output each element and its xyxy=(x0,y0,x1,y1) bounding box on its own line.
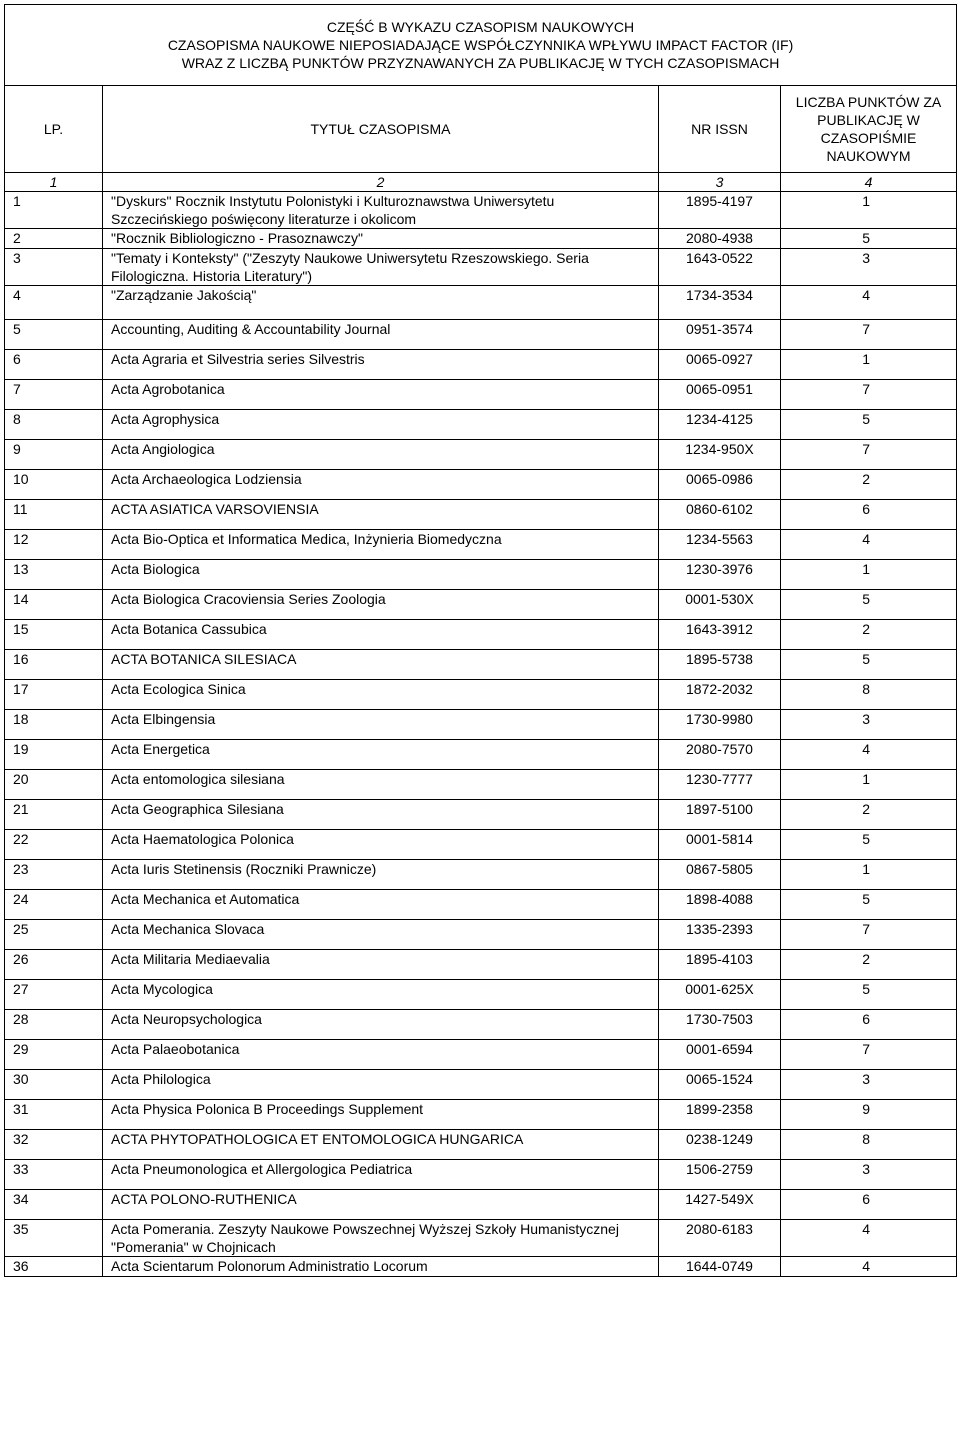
cell-lp: 7 xyxy=(5,380,103,410)
cell-issn: 0065-1524 xyxy=(659,1070,781,1100)
cell-title: Acta Geographica Silesiana xyxy=(103,800,659,830)
table-row xyxy=(5,770,957,800)
cell-lp: 12 xyxy=(5,530,103,560)
cell-points: 7 xyxy=(781,320,957,350)
cell-lp: 16 xyxy=(5,650,103,680)
cell-lp: 3 xyxy=(5,249,103,286)
table-row xyxy=(5,500,957,530)
table-row xyxy=(5,860,957,890)
cell-points: 1 xyxy=(781,860,957,890)
cell-title: Acta Militaria Mediaevalia xyxy=(103,950,659,980)
cell-lp: 27 xyxy=(5,980,103,1010)
cell-issn: 1895-4103 xyxy=(659,950,781,980)
table-row xyxy=(5,590,957,620)
cell-issn: 1230-3976 xyxy=(659,560,781,590)
header-title: TYTUŁ CZASOPISMA xyxy=(103,86,659,173)
table-row xyxy=(5,800,957,830)
column-header-row xyxy=(5,86,957,173)
cell-points: 4 xyxy=(781,740,957,770)
column-number: 2 xyxy=(103,173,659,192)
cell-lp: 9 xyxy=(5,440,103,470)
cell-points: 6 xyxy=(781,500,957,530)
document-title xyxy=(5,5,957,86)
table-row xyxy=(5,1257,957,1277)
cell-issn: 1897-5100 xyxy=(659,800,781,830)
cell-title: Acta Haematologica Polonica xyxy=(103,830,659,860)
cell-lp: 20 xyxy=(5,770,103,800)
cell-lp: 10 xyxy=(5,470,103,500)
cell-points: 8 xyxy=(781,1130,957,1160)
table-row xyxy=(5,950,957,980)
cell-title: Acta Elbingensia xyxy=(103,710,659,740)
cell-lp: 36 xyxy=(5,1257,103,1277)
cell-lp: 13 xyxy=(5,560,103,590)
cell-lp: 18 xyxy=(5,710,103,740)
table-row xyxy=(5,286,957,320)
table-row xyxy=(5,560,957,590)
cell-points: 8 xyxy=(781,680,957,710)
cell-issn: 1643-0522 xyxy=(659,249,781,286)
cell-title: Acta Agrophysica xyxy=(103,410,659,440)
cell-lp: 5 xyxy=(5,320,103,350)
title-line-2: CZASOPISMA NAUKOWE NIEPOSIADAJĄCE WSPÓŁCZYNNIKA WPŁYWU IMPACT FACTOR (IF) xyxy=(167,37,794,53)
header-lp: LP. xyxy=(5,86,103,173)
table-row xyxy=(5,1220,957,1257)
cell-points: 3 xyxy=(781,249,957,286)
cell-issn: 1730-9980 xyxy=(659,710,781,740)
cell-issn: 0001-5814 xyxy=(659,830,781,860)
cell-lp: 35 xyxy=(5,1220,103,1257)
cell-points: 5 xyxy=(781,830,957,860)
cell-title: Acta Biologica Cracoviensia Series Zoologia xyxy=(103,590,659,620)
cell-title: "Dyskurs" Rocznik Instytutu Polonistyki i Kulturoznawstwa Uniwersytetu Szczecińskiego poświęcony literaturze i okolicom xyxy=(103,192,659,229)
cell-title: Acta Palaeobotanica xyxy=(103,1040,659,1070)
cell-lp: 21 xyxy=(5,800,103,830)
cell-title: Acta Mechanica et Automatica xyxy=(103,890,659,920)
cell-lp: 17 xyxy=(5,680,103,710)
cell-lp: 19 xyxy=(5,740,103,770)
cell-issn: 1335-2393 xyxy=(659,920,781,950)
cell-lp: 25 xyxy=(5,920,103,950)
cell-points: 3 xyxy=(781,1160,957,1190)
cell-issn: 0951-3574 xyxy=(659,320,781,350)
cell-issn: 1898-4088 xyxy=(659,890,781,920)
cell-issn: 0867-5805 xyxy=(659,860,781,890)
cell-lp: 32 xyxy=(5,1130,103,1160)
cell-points: 3 xyxy=(781,1070,957,1100)
cell-title: Acta Agraria et Silvestria series Silvestris xyxy=(103,350,659,380)
table-row xyxy=(5,249,957,286)
cell-title: Acta Pomerania. Zeszyty Naukowe Powszechnej Wyższej Szkoły Humanistycznej "Pomerania" w Chojnicach xyxy=(103,1220,659,1257)
cell-issn: 1643-3912 xyxy=(659,620,781,650)
cell-title: Acta Biologica xyxy=(103,560,659,590)
journal-table xyxy=(4,4,957,1277)
cell-title: Acta Mycologica xyxy=(103,980,659,1010)
table-row xyxy=(5,1160,957,1190)
cell-points: 5 xyxy=(781,980,957,1010)
cell-issn: 2080-4938 xyxy=(659,229,781,249)
cell-title: Acta Botanica Cassubica xyxy=(103,620,659,650)
table-row xyxy=(5,440,957,470)
header-issn: NR ISSN xyxy=(659,86,781,173)
cell-points: 2 xyxy=(781,470,957,500)
cell-issn: 1734-3534 xyxy=(659,286,781,320)
cell-points: 3 xyxy=(781,710,957,740)
cell-issn: 1730-7503 xyxy=(659,1010,781,1040)
cell-title: Acta entomologica silesiana xyxy=(103,770,659,800)
cell-points: 1 xyxy=(781,350,957,380)
cell-points: 1 xyxy=(781,560,957,590)
cell-points: 5 xyxy=(781,229,957,249)
cell-points: 2 xyxy=(781,800,957,830)
table-row xyxy=(5,192,957,229)
cell-issn: 0860-6102 xyxy=(659,500,781,530)
cell-issn: 1234-4125 xyxy=(659,410,781,440)
cell-points: 2 xyxy=(781,620,957,650)
table-row xyxy=(5,530,957,560)
cell-lp: 8 xyxy=(5,410,103,440)
cell-lp: 33 xyxy=(5,1160,103,1190)
cell-issn: 0065-0927 xyxy=(659,350,781,380)
cell-title: Acta Ecologica Sinica xyxy=(103,680,659,710)
table-row xyxy=(5,890,957,920)
cell-title: Acta Agrobotanica xyxy=(103,380,659,410)
table-row xyxy=(5,1010,957,1040)
title-line-1: CZĘŚĆ B WYKAZU CZASOPISM NAUKOWYCH xyxy=(326,19,635,35)
cell-title: Acta Angiologica xyxy=(103,440,659,470)
cell-lp: 6 xyxy=(5,350,103,380)
cell-title: ACTA POLONO-RUTHENICA xyxy=(103,1190,659,1220)
cell-title: Acta Neuropsychologica xyxy=(103,1010,659,1040)
table-row xyxy=(5,380,957,410)
cell-lp: 28 xyxy=(5,1010,103,1040)
cell-lp: 26 xyxy=(5,950,103,980)
table-row xyxy=(5,620,957,650)
cell-points: 1 xyxy=(781,770,957,800)
cell-title: "Zarządzanie Jakością" xyxy=(103,286,659,320)
cell-title: Acta Archaeologica Lodziensia xyxy=(103,470,659,500)
cell-issn: 1230-7777 xyxy=(659,770,781,800)
cell-issn: 0065-0951 xyxy=(659,380,781,410)
cell-title: Acta Mechanica Slovaca xyxy=(103,920,659,950)
cell-lp: 23 xyxy=(5,860,103,890)
cell-lp: 24 xyxy=(5,890,103,920)
cell-title: Acta Scientarum Polonorum Administratio Locorum xyxy=(103,1257,659,1277)
cell-title: Acta Physica Polonica B Proceedings Supplement xyxy=(103,1100,659,1130)
table-row xyxy=(5,1130,957,1160)
cell-issn: 2080-6183 xyxy=(659,1220,781,1257)
header-points: LICZBA PUNKTÓW ZA PUBLIKACJĘ W CZASOPIŚMIE NAUKOWYM xyxy=(781,86,957,173)
cell-issn: 0001-625X xyxy=(659,980,781,1010)
cell-issn: 0238-1249 xyxy=(659,1130,781,1160)
cell-lp: 2 xyxy=(5,229,103,249)
table-row xyxy=(5,350,957,380)
cell-lp: 11 xyxy=(5,500,103,530)
cell-issn: 1506-2759 xyxy=(659,1160,781,1190)
table-row xyxy=(5,1100,957,1130)
column-number: 3 xyxy=(659,173,781,192)
title-line-3: WRAZ Z LICZBĄ PUNKTÓW PRZYZNAWANYCH ZA PUBLIKACJĘ W TYCH CZASOPISMACH xyxy=(181,55,780,71)
cell-points: 9 xyxy=(781,1100,957,1130)
cell-issn: 1899-2358 xyxy=(659,1100,781,1130)
cell-issn: 1872-2032 xyxy=(659,680,781,710)
cell-title: "Tematy i Konteksty" ("Zeszyty Naukowe Uniwersytetu Rzeszowskiego. Seria Filologiczna. Historia Literatury") xyxy=(103,249,659,286)
cell-lp: 4 xyxy=(5,286,103,320)
table-row xyxy=(5,650,957,680)
table-row xyxy=(5,320,957,350)
table-row xyxy=(5,710,957,740)
cell-issn: 1234-950X xyxy=(659,440,781,470)
cell-points: 2 xyxy=(781,950,957,980)
cell-points: 1 xyxy=(781,192,957,229)
table-row xyxy=(5,1070,957,1100)
table-row xyxy=(5,740,957,770)
cell-points: 5 xyxy=(781,890,957,920)
cell-issn: 0065-0986 xyxy=(659,470,781,500)
cell-title: ACTA BOTANICA SILESIACA xyxy=(103,650,659,680)
table-row xyxy=(5,680,957,710)
cell-issn: 0001-6594 xyxy=(659,1040,781,1070)
cell-lp: 1 xyxy=(5,192,103,229)
table-row xyxy=(5,1190,957,1220)
cell-title: Accounting, Auditing & Accountability Journal xyxy=(103,320,659,350)
cell-points: 4 xyxy=(781,1220,957,1257)
table-row xyxy=(5,830,957,860)
table-row xyxy=(5,410,957,440)
cell-title: ACTA PHYTOPATHOLOGICA ET ENTOMOLOGICA HUNGARICA xyxy=(103,1130,659,1160)
cell-points: 4 xyxy=(781,286,957,320)
cell-lp: 34 xyxy=(5,1190,103,1220)
cell-points: 5 xyxy=(781,410,957,440)
cell-title: Acta Philologica xyxy=(103,1070,659,1100)
cell-points: 7 xyxy=(781,920,957,950)
cell-points: 5 xyxy=(781,590,957,620)
column-number: 4 xyxy=(781,173,957,192)
cell-issn: 0001-530X xyxy=(659,590,781,620)
cell-issn: 1427-549X xyxy=(659,1190,781,1220)
cell-title: ACTA ASIATICA VARSOVIENSIA xyxy=(103,500,659,530)
cell-title: Acta Iuris Stetinensis (Roczniki Prawnicze) xyxy=(103,860,659,890)
cell-title: Acta Pneumonologica et Allergologica Pediatrica xyxy=(103,1160,659,1190)
table-row xyxy=(5,1040,957,1070)
cell-points: 7 xyxy=(781,440,957,470)
table-row xyxy=(5,980,957,1010)
cell-points: 6 xyxy=(781,1190,957,1220)
cell-points: 4 xyxy=(781,530,957,560)
cell-lp: 31 xyxy=(5,1100,103,1130)
cell-title: "Rocznik Bibliologiczno - Prasoznawczy" xyxy=(103,229,659,249)
cell-issn: 1234-5563 xyxy=(659,530,781,560)
cell-lp: 22 xyxy=(5,830,103,860)
cell-title: Acta Bio-Optica et Informatica Medica, Inżynieria Biomedyczna xyxy=(103,530,659,560)
column-number: 1 xyxy=(5,173,103,192)
cell-points: 4 xyxy=(781,1257,957,1277)
table-row xyxy=(5,470,957,500)
cell-lp: 29 xyxy=(5,1040,103,1070)
cell-points: 7 xyxy=(781,1040,957,1070)
cell-points: 6 xyxy=(781,1010,957,1040)
cell-issn: 2080-7570 xyxy=(659,740,781,770)
cell-points: 7 xyxy=(781,380,957,410)
table-row xyxy=(5,920,957,950)
cell-points: 5 xyxy=(781,650,957,680)
document-title-row xyxy=(5,5,957,86)
cell-lp: 15 xyxy=(5,620,103,650)
table-body xyxy=(5,192,957,1277)
table-row xyxy=(5,229,957,249)
cell-lp: 30 xyxy=(5,1070,103,1100)
column-number-row xyxy=(5,173,957,192)
cell-issn: 1644-0749 xyxy=(659,1257,781,1277)
cell-lp: 14 xyxy=(5,590,103,620)
cell-title: Acta Energetica xyxy=(103,740,659,770)
cell-issn: 1895-4197 xyxy=(659,192,781,229)
cell-issn: 1895-5738 xyxy=(659,650,781,680)
